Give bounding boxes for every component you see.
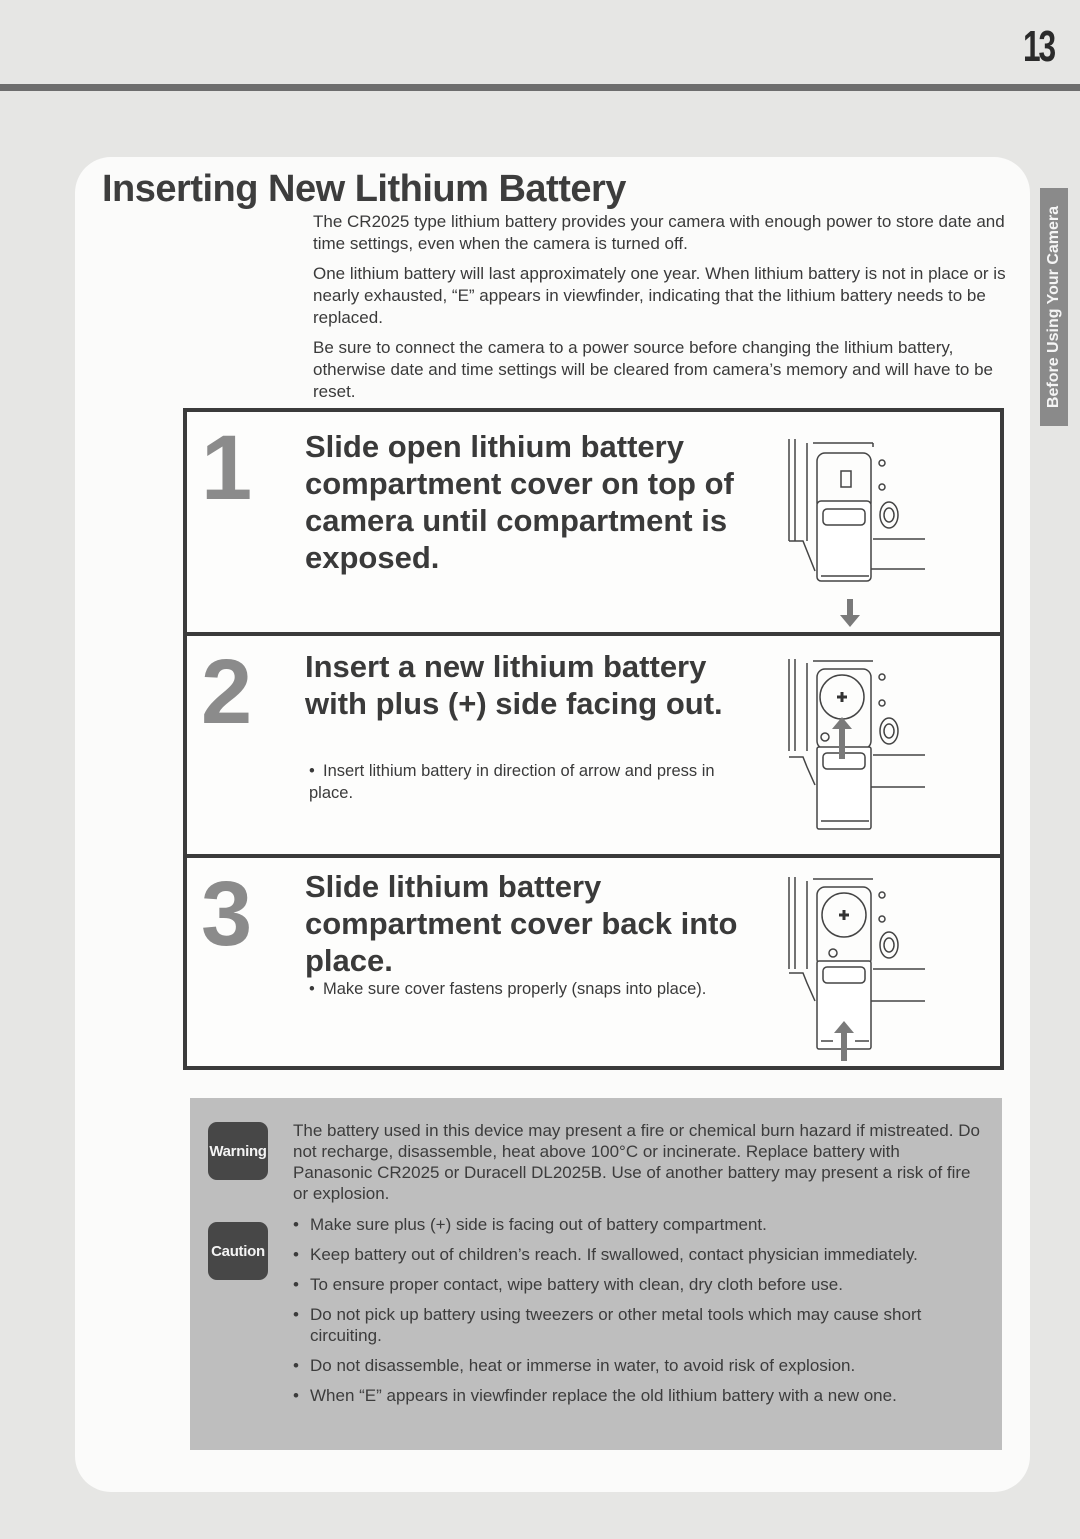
caution-list — [293, 1214, 983, 1415]
warning-badge: Warning — [208, 1122, 268, 1180]
page-number: 13 — [1023, 22, 1054, 71]
cover-slide-up-illustration — [785, 864, 925, 1074]
page-title: Inserting New Lithium Battery — [102, 168, 626, 210]
battery-insert-illustration — [785, 646, 925, 856]
caution-item: • When “E” appears in viewfinder replace the old lithium battery with a new one. — [293, 1385, 983, 1406]
caution-item: • Do not pick up battery using tweezers or other metal tools which may cause short circuiting. — [293, 1304, 983, 1346]
step-title: Slide lithium battery compartment cover back into place. — [305, 869, 738, 978]
caution-item: • To ensure proper contact, wipe battery with clean, dry cloth before use. — [293, 1274, 983, 1295]
step-2 — [187, 632, 1000, 854]
caution-item: • Make sure plus (+) side is facing out of battery compartment. — [293, 1214, 983, 1235]
intro-text — [313, 211, 1013, 411]
intro-paragraph: One lithium battery will last approximately one year. When lithium battery is not in place or is nearly exhausted, “E” appears in viewfinder, indicating that the lithium battery needs to be replaced. — [313, 264, 1006, 327]
caution-item: • Do not disassemble, heat or immerse in water, to avoid risk of explosion. — [293, 1355, 983, 1376]
step-title: Insert a new lithium battery with plus (+) side facing out. — [305, 649, 723, 721]
caution-badge: Caution — [208, 1222, 268, 1280]
section-tab-label: Before Using Your Camera — [1045, 205, 1063, 409]
intro-paragraph: The CR2025 type lithium battery provides your camera with enough power to store date and time settings, even when the camera is turned off. — [313, 212, 1005, 253]
step-3 — [187, 854, 1000, 1066]
intro-paragraph: Be sure to connect the camera to a power source before changing the lithium battery, otherwise date and time settings will be cleared from camera’s memory and will have to be reset. — [313, 338, 993, 401]
step-number: 2 — [201, 641, 249, 743]
steps-box — [183, 408, 1004, 1070]
cover-slide-down-illustration — [785, 426, 925, 636]
bullet-icon: • — [309, 762, 315, 780]
step-title: Slide open lithium battery compartment cover on top of camera until compartment is exposed. — [305, 429, 734, 575]
caution-item: • Keep battery out of children’s reach. If swallowed, contact physician immediately. — [293, 1244, 983, 1265]
step-note: • Make sure cover fastens properly (snaps into place). — [309, 980, 707, 998]
step-number: 1 — [201, 417, 249, 519]
header-rule — [0, 84, 1080, 91]
step-note: • Insert lithium battery in direction of arrow and press in place. — [309, 762, 715, 802]
warning-text: The battery used in this device may present a fire or chemical burn hazard if mistreated. Do not recharge, disassemble, heat above 100°C or incinerate. Replace battery with Panasonic CR2025 or Duracell DL2025B. Use of another battery may present a risk of fire or explosion. — [293, 1121, 980, 1203]
safety-notice — [190, 1098, 1002, 1450]
step-number: 3 — [201, 863, 249, 965]
section-tab[interactable] — [1040, 188, 1068, 426]
step-1 — [187, 412, 1000, 632]
bullet-icon: • — [309, 980, 315, 998]
